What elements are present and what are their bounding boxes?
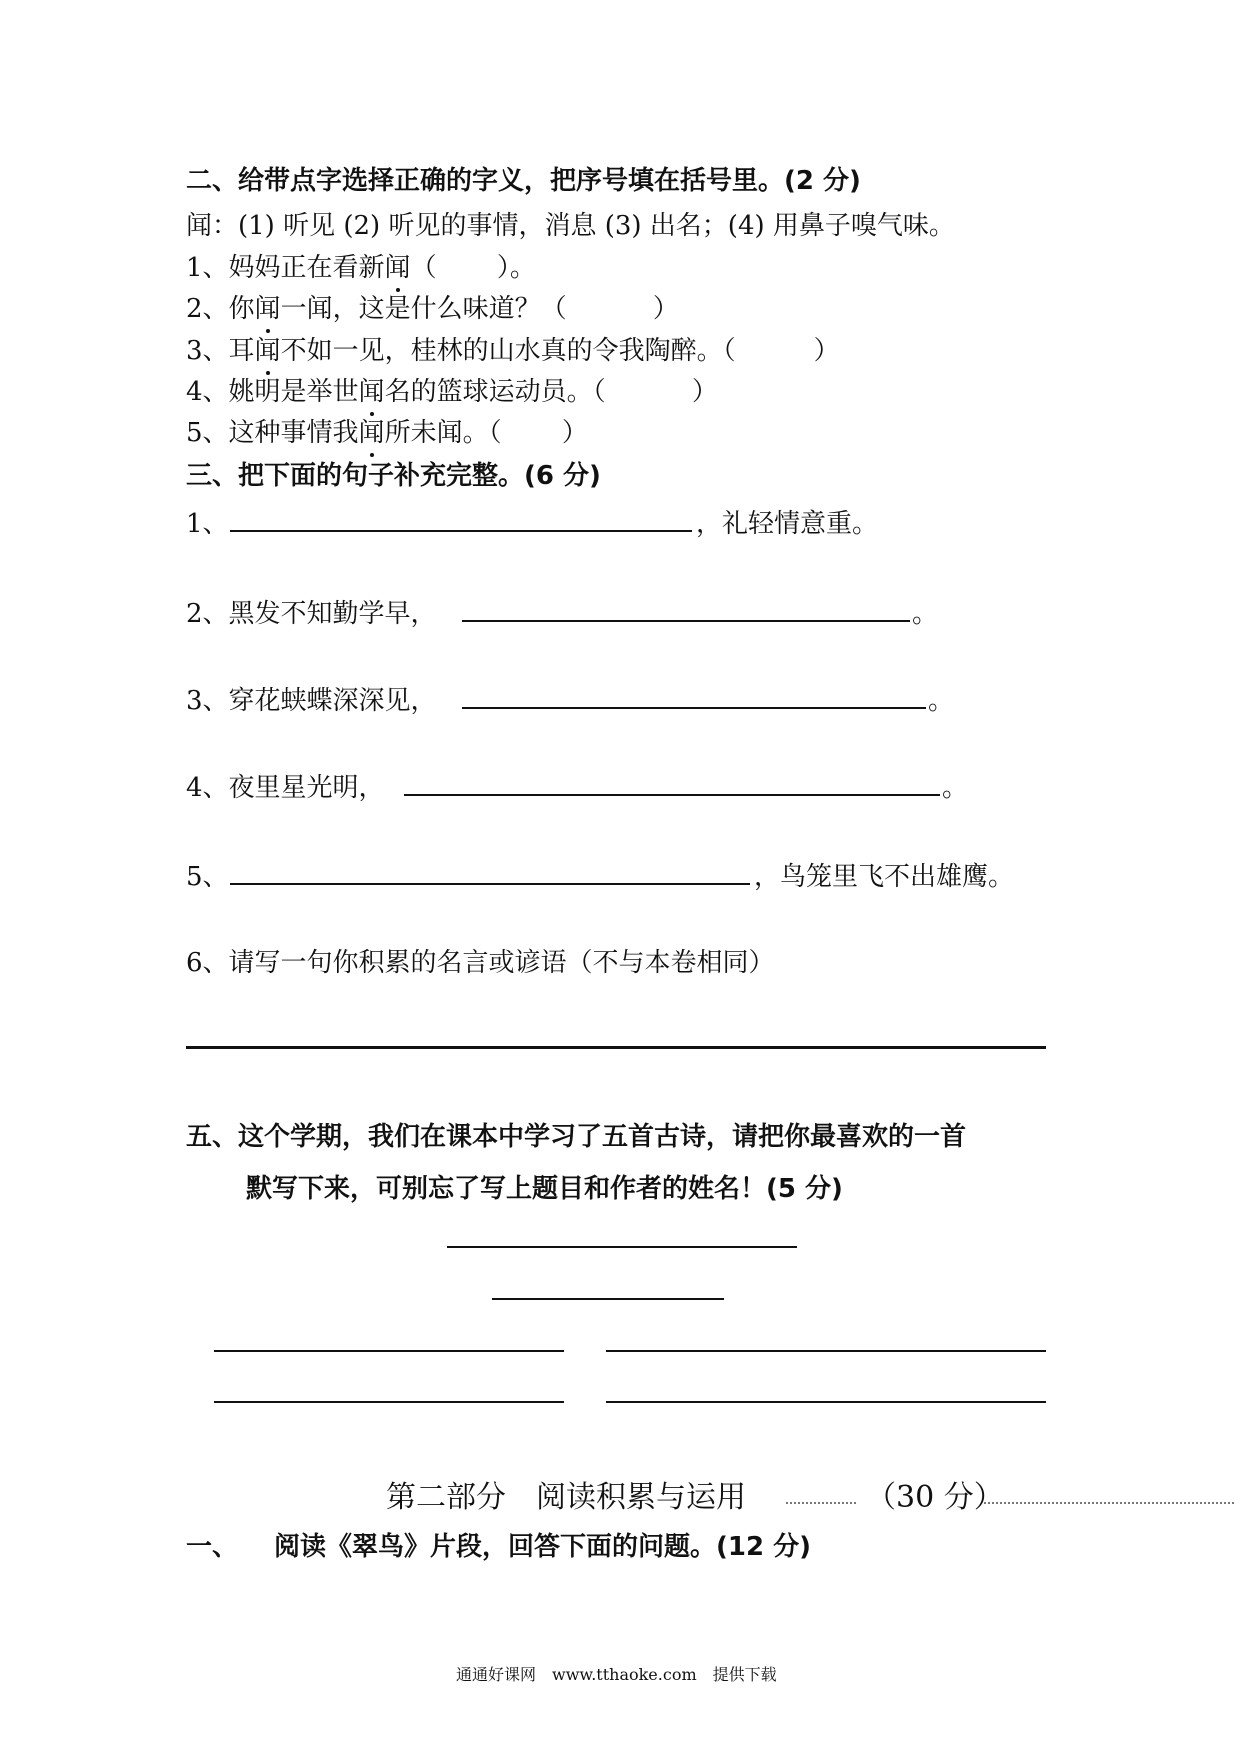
fill-item-4-after: 。	[942, 773, 969, 803]
answer-line-2[interactable]	[462, 620, 910, 622]
section5-heading-line1: 五、这个学期，我们在课本中学习了五首古诗，请把你最喜欢的一首	[186, 1122, 967, 1152]
poem-line-1[interactable]	[214, 1350, 564, 1352]
section3-heading: 三、把下面的句子补充完整。(6 分)	[186, 461, 601, 491]
poem-line-4[interactable]	[606, 1401, 1046, 1403]
fill-item-1-num: 1、	[186, 509, 229, 539]
section2-item-5: 5、这种事情我闻所未闻。（ ）	[186, 412, 588, 449]
fill-item-6-prompt: 6、请写一句你积累的名言或谚语（不与本卷相同）	[186, 948, 775, 978]
reading1-num: 一、	[186, 1532, 239, 1562]
poem-line-2[interactable]	[606, 1350, 1046, 1352]
section2-item-1: 1、妈妈正在看新闻（ ）。	[186, 247, 536, 284]
dotted-char: 闻	[359, 371, 385, 408]
part2-title: 第二部分 阅读积累与运用	[386, 1480, 746, 1515]
section2-item-4: 4、姚明是举世闻名的篮球运动员。（ ）	[186, 371, 718, 408]
fill-item-5-after: ，鸟笼里飞不出雄鹰。	[754, 862, 1015, 892]
section2-heading: 二、给带点字选择正确的字义，把序号填在括号里。(2 分)	[186, 166, 861, 196]
answer-line-6[interactable]	[186, 1046, 1046, 1049]
reading1-heading: 阅读《翠鸟》片段，回答下面的问题。(12 分)	[274, 1532, 811, 1562]
fill-item-3-num: 3、穿花蛱蝶深深见，	[186, 686, 437, 716]
dotted-char: 闻	[255, 288, 281, 325]
fill-item-2-num: 2、黑发不知勤学早，	[186, 599, 437, 629]
answer-line-1[interactable]	[230, 530, 692, 532]
section2-item-2: 2、你闻一闻，这是什么味道？（ ）	[186, 288, 679, 325]
poem-title-line[interactable]	[447, 1246, 797, 1248]
answer-line-3[interactable]	[462, 707, 926, 709]
fill-item-2-after: 。	[912, 599, 939, 629]
dotted-char: 闻	[359, 412, 385, 449]
fill-item-1-after: ，礼轻情意重。	[696, 509, 879, 539]
dotted-char: 闻	[255, 330, 281, 367]
fill-item-4-num: 4、夜里星光明，	[186, 773, 385, 803]
part2-dotted-leader	[786, 1502, 856, 1504]
part2-dotted-trail	[984, 1502, 1234, 1504]
fill-item-5-num: 5、	[186, 862, 229, 892]
section5-heading-line2: 默写下来，可别忘了写上题目和作者的姓名！(5 分)	[246, 1174, 843, 1204]
answer-line-4[interactable]	[404, 794, 940, 796]
definitions: 闻：(1) 听见 (2) 听见的事情，消息 (3) 出名；(4) 用鼻子嗅气味。	[186, 211, 955, 241]
footer-text: 通通好课网 www.tthaoke.com 提供下载	[456, 1665, 777, 1684]
part2-score: （30 分）	[866, 1480, 1004, 1515]
dotted-char: 闻	[385, 247, 411, 284]
section2-item-3: 3、耳闻不如一见，桂林的山水真的令我陶醉。（ ）	[186, 330, 840, 367]
answer-line-5[interactable]	[230, 883, 750, 885]
poem-line-3[interactable]	[214, 1401, 564, 1403]
fill-item-3-after: 。	[928, 686, 955, 716]
poem-author-line[interactable]	[492, 1298, 724, 1300]
